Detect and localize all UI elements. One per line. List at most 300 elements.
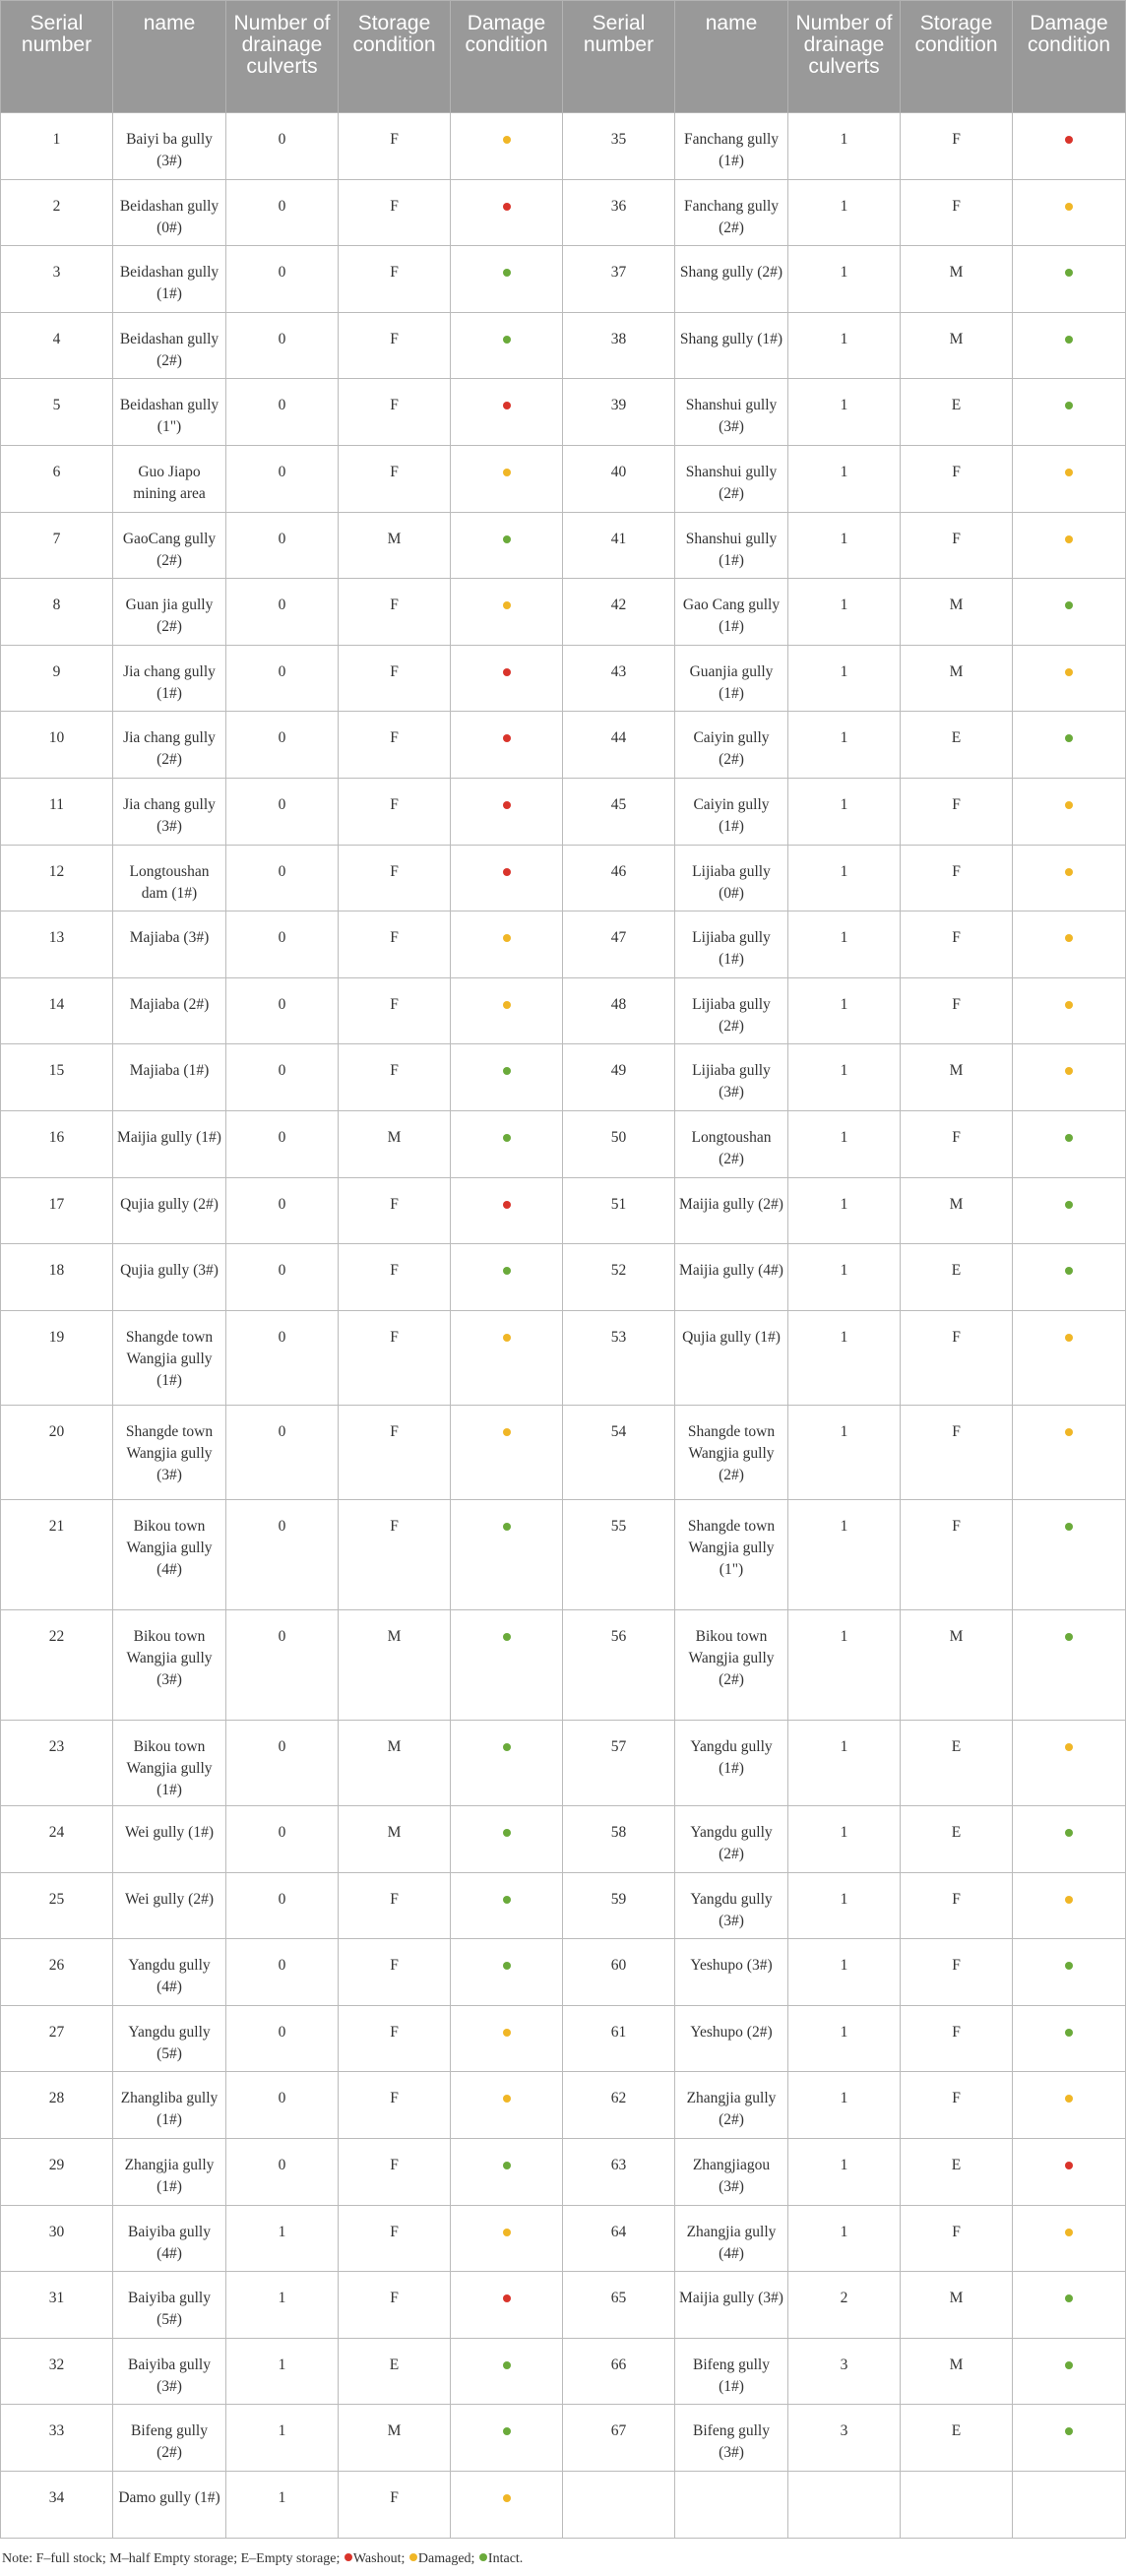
cell-storage: F — [339, 1405, 451, 1499]
damaged-status-dot — [1065, 2095, 1073, 2103]
cell-damage — [451, 1720, 563, 1805]
cell-culverts: 0 — [226, 1872, 339, 1939]
cell-storage: E — [901, 2405, 1013, 2472]
cell-damage — [1013, 2139, 1126, 2206]
cell-damage — [1013, 2005, 1126, 2072]
cell-name: Fanchang gully (2#) — [675, 179, 788, 246]
cell-culverts: 1 — [226, 2472, 339, 2539]
cell-serial: 43 — [563, 645, 675, 712]
cell-name: Lijiaba gully (1#) — [675, 911, 788, 978]
cell-storage: M — [901, 246, 1013, 313]
cell-name: Bifeng gully (2#) — [113, 2405, 226, 2472]
cell-storage: F — [339, 645, 451, 712]
cell-serial: 15 — [1, 1044, 113, 1111]
cell-serial: 18 — [1, 1244, 113, 1311]
cell-storage: M — [901, 579, 1013, 646]
cell-culverts: 0 — [226, 712, 339, 779]
damaged-status-dot — [503, 2029, 511, 2037]
cell-name: Baiyiba gully (5#) — [113, 2272, 226, 2339]
cell-culverts: 0 — [226, 312, 339, 379]
cell-damage — [451, 2405, 563, 2472]
cell-name: Bikou town Wangjia gully (1#) — [113, 1720, 226, 1805]
intact-status-dot — [1065, 2294, 1073, 2302]
intact-status-dot — [503, 2427, 511, 2435]
table-row — [1, 1244, 1126, 1311]
cell-culverts: 1 — [788, 1609, 901, 1720]
cell-serial: 47 — [563, 911, 675, 978]
cell-name: Lijiaba gully (3#) — [675, 1044, 788, 1111]
cell-storage: F — [901, 179, 1013, 246]
damaged-status-dot — [1065, 203, 1073, 211]
cell-serial: 27 — [1, 2005, 113, 2072]
cell-storage: F — [339, 1177, 451, 1244]
table-row — [1, 1939, 1126, 2006]
cell-name: Zhangliba gully (1#) — [113, 2072, 226, 2139]
intact-status-dot — [1065, 1829, 1073, 1837]
header-row — [1, 1, 1126, 113]
intact-status-dot — [503, 1896, 511, 1904]
cell-storage: F — [339, 579, 451, 646]
cell-serial: 44 — [563, 712, 675, 779]
cell-serial: 14 — [1, 977, 113, 1044]
intact-status-dot — [503, 2162, 511, 2169]
cell-storage: F — [339, 2005, 451, 2072]
cell-serial: 23 — [1, 1720, 113, 1805]
damaged-status-dot — [503, 1001, 511, 1009]
damaged-status-dot — [1065, 1001, 1073, 1009]
table-row — [1, 445, 1126, 512]
damaged-status-dot — [503, 934, 511, 942]
cell-name: Baiyiba gully (4#) — [113, 2205, 226, 2272]
intact-status-dot — [503, 1962, 511, 1970]
header-storage-condition: Storage condition — [901, 1, 1013, 113]
cell-damage — [1013, 512, 1126, 579]
cell-serial: 66 — [563, 2338, 675, 2405]
cell-culverts: 1 — [788, 778, 901, 845]
washout-status-dot — [1065, 2162, 1073, 2169]
empty-cell — [675, 2472, 788, 2539]
cell-storage: M — [901, 2338, 1013, 2405]
intact-status-dot — [503, 535, 511, 543]
cell-storage: E — [901, 712, 1013, 779]
washout-status-dot — [503, 734, 511, 742]
damaged-status-dot — [503, 601, 511, 609]
damaged-status-dot — [1065, 2229, 1073, 2236]
cell-serial: 32 — [1, 2338, 113, 2405]
cell-culverts: 3 — [788, 2405, 901, 2472]
cell-name: Baiyiba gully (3#) — [113, 2338, 226, 2405]
damaged-status-dot — [1065, 868, 1073, 876]
cell-storage: F — [901, 1310, 1013, 1405]
table-row — [1, 845, 1126, 911]
table-row — [1, 778, 1126, 845]
cell-serial: 39 — [563, 379, 675, 446]
cell-damage — [451, 1405, 563, 1499]
cell-serial: 10 — [1, 712, 113, 779]
cell-culverts: 1 — [788, 1805, 901, 1872]
cell-serial: 65 — [563, 2272, 675, 2339]
cell-storage: F — [901, 778, 1013, 845]
table-row — [1, 1609, 1126, 1720]
washout-legend-dot — [344, 2553, 352, 2561]
cell-name: Gao Cang gully (1#) — [675, 579, 788, 646]
empty-cell — [788, 2472, 901, 2539]
cell-culverts: 1 — [788, 2072, 901, 2139]
cell-culverts: 1 — [788, 2205, 901, 2272]
cell-serial: 63 — [563, 2139, 675, 2206]
cell-serial: 55 — [563, 1499, 675, 1609]
cell-damage — [1013, 2405, 1126, 2472]
cell-culverts: 1 — [788, 2005, 901, 2072]
empty-cell — [563, 2472, 675, 2539]
cell-damage — [451, 712, 563, 779]
cell-damage — [1013, 246, 1126, 313]
cell-serial: 40 — [563, 445, 675, 512]
cell-damage — [1013, 645, 1126, 712]
cell-damage — [451, 645, 563, 712]
cell-damage — [451, 2005, 563, 2072]
cell-storage: F — [339, 2272, 451, 2339]
cell-damage — [451, 1310, 563, 1405]
cell-culverts: 0 — [226, 179, 339, 246]
damaged-status-dot — [1065, 1743, 1073, 1751]
cell-serial: 59 — [563, 1872, 675, 1939]
cell-culverts: 0 — [226, 1939, 339, 2006]
cell-culverts: 1 — [788, 712, 901, 779]
cell-name: Yangdu gully (4#) — [113, 1939, 226, 2006]
cell-serial: 60 — [563, 1939, 675, 2006]
cell-damage — [451, 845, 563, 911]
cell-storage: F — [901, 1499, 1013, 1609]
cell-serial: 34 — [1, 2472, 113, 2539]
cell-damage — [451, 246, 563, 313]
cell-name: Qujia gully (3#) — [113, 1244, 226, 1311]
cell-name: GaoCang gully (2#) — [113, 512, 226, 579]
cell-storage: F — [339, 379, 451, 446]
cell-storage: F — [901, 445, 1013, 512]
cell-name: Bifeng gully (1#) — [675, 2338, 788, 2405]
cell-culverts: 0 — [226, 778, 339, 845]
cell-storage: M — [339, 512, 451, 579]
damaged-status-dot — [503, 2494, 511, 2502]
cell-damage — [451, 977, 563, 1044]
cell-serial: 58 — [563, 1805, 675, 1872]
table-row — [1, 2272, 1126, 2339]
cell-storage: F — [901, 977, 1013, 1044]
cell-storage: M — [339, 1805, 451, 1872]
cell-storage: E — [901, 1720, 1013, 1805]
cell-storage: E — [901, 2139, 1013, 2206]
table-row — [1, 2405, 1126, 2472]
cell-serial: 35 — [563, 113, 675, 180]
damaged-status-dot — [1065, 1067, 1073, 1075]
cell-damage — [451, 1499, 563, 1609]
cell-storage: M — [901, 645, 1013, 712]
cell-storage: F — [339, 1939, 451, 2006]
header-serial-number: Serial number — [563, 1, 675, 113]
cell-serial: 22 — [1, 1609, 113, 1720]
cell-serial: 16 — [1, 1110, 113, 1177]
cell-name: Maijia gully (4#) — [675, 1244, 788, 1311]
cell-storage: F — [901, 2005, 1013, 2072]
cell-culverts: 0 — [226, 1310, 339, 1405]
cell-culverts: 1 — [226, 2272, 339, 2339]
cell-name: Shanshui gully (3#) — [675, 379, 788, 446]
cell-name: Bikou town Wangjia gully (4#) — [113, 1499, 226, 1609]
cell-culverts: 1 — [788, 1499, 901, 1609]
cell-culverts: 0 — [226, 246, 339, 313]
cell-storage: M — [901, 312, 1013, 379]
cell-damage — [1013, 1244, 1126, 1311]
cell-name: Wei gully (1#) — [113, 1805, 226, 1872]
cell-damage — [451, 1609, 563, 1720]
cell-serial: 50 — [563, 1110, 675, 1177]
table-row — [1, 1720, 1126, 1805]
cell-serial: 3 — [1, 246, 113, 313]
damaged-status-dot — [1065, 1334, 1073, 1342]
cell-name: Wei gully (2#) — [113, 1872, 226, 1939]
cell-serial: 38 — [563, 312, 675, 379]
cell-culverts: 0 — [226, 1044, 339, 1111]
cell-damage — [451, 1110, 563, 1177]
damaged-status-dot — [503, 1334, 511, 1342]
intact-status-dot — [503, 1067, 511, 1075]
table-row — [1, 179, 1126, 246]
cell-name: Zhangjiagou (3#) — [675, 2139, 788, 2206]
cell-name: Zhangjia gully (1#) — [113, 2139, 226, 2206]
cell-culverts: 0 — [226, 2005, 339, 2072]
cell-name: Guo Jiapo mining area — [113, 445, 226, 512]
intact-status-dot — [503, 2361, 511, 2369]
cell-culverts: 0 — [226, 1110, 339, 1177]
cell-name: Caiyin gully (1#) — [675, 778, 788, 845]
cell-name: Baiyi ba gully (3#) — [113, 113, 226, 180]
cell-damage — [1013, 1405, 1126, 1499]
note-damaged: Damaged; — [417, 2551, 475, 2566]
cell-serial: 24 — [1, 1805, 113, 1872]
empty-cell — [1013, 2472, 1126, 2539]
cell-name: Beidashan gully (0#) — [113, 179, 226, 246]
intact-status-dot — [503, 1134, 511, 1142]
table-body — [1, 113, 1126, 2539]
cell-culverts: 0 — [226, 379, 339, 446]
cell-damage — [451, 1244, 563, 1311]
table-row — [1, 1405, 1126, 1499]
cell-name: Shangde town Wangjia gully (1#) — [113, 1310, 226, 1405]
intact-status-dot — [503, 1267, 511, 1275]
cell-name: Beidashan gully (1#) — [113, 246, 226, 313]
cell-storage: F — [339, 1872, 451, 1939]
cell-culverts: 1 — [788, 579, 901, 646]
cell-storage: F — [901, 113, 1013, 180]
cell-damage — [1013, 1805, 1126, 1872]
cell-damage — [451, 1177, 563, 1244]
cell-damage — [451, 2139, 563, 2206]
cell-serial: 48 — [563, 977, 675, 1044]
cell-name: Maijia gully (2#) — [675, 1177, 788, 1244]
cell-culverts: 0 — [226, 1499, 339, 1609]
cell-name: Zhangjia gully (2#) — [675, 2072, 788, 2139]
header-drainage-culverts: Number of drainage culverts — [226, 1, 339, 113]
cell-name: Majiaba (3#) — [113, 911, 226, 978]
cell-storage: M — [339, 1609, 451, 1720]
cell-name: Shanshui gully (2#) — [675, 445, 788, 512]
cell-culverts: 1 — [788, 1872, 901, 1939]
damaged-status-dot — [1065, 1428, 1073, 1436]
cell-culverts: 0 — [226, 1177, 339, 1244]
cell-storage: F — [339, 1244, 451, 1311]
intact-status-dot — [1065, 2361, 1073, 2369]
cell-culverts: 1 — [226, 2405, 339, 2472]
cell-serial: 45 — [563, 778, 675, 845]
damaged-status-dot — [503, 1428, 511, 1436]
cell-serial: 31 — [1, 2272, 113, 2339]
cell-damage — [451, 179, 563, 246]
intact-status-dot — [1065, 402, 1073, 409]
table-row — [1, 312, 1126, 379]
cell-storage: E — [339, 2338, 451, 2405]
cell-culverts: 0 — [226, 1405, 339, 1499]
table-row — [1, 1499, 1126, 1609]
cell-culverts: 0 — [226, 645, 339, 712]
cell-name: Shang gully (1#) — [675, 312, 788, 379]
cell-damage — [451, 2205, 563, 2272]
cell-name: Jia chang gully (1#) — [113, 645, 226, 712]
intact-status-dot — [1065, 601, 1073, 609]
washout-status-dot — [503, 402, 511, 409]
table-row — [1, 2472, 1126, 2539]
damaged-status-dot — [503, 2095, 511, 2103]
table-row — [1, 379, 1126, 446]
cell-storage: M — [901, 1044, 1013, 1111]
cell-storage: F — [339, 712, 451, 779]
cell-damage — [1013, 977, 1126, 1044]
washout-status-dot — [503, 203, 511, 211]
cell-culverts: 0 — [226, 445, 339, 512]
cell-damage — [451, 1939, 563, 2006]
intact-status-dot — [1065, 336, 1073, 344]
cell-culverts: 0 — [226, 845, 339, 911]
washout-status-dot — [503, 1201, 511, 1209]
cell-storage: F — [339, 312, 451, 379]
cell-culverts: 1 — [788, 1405, 901, 1499]
washout-status-dot — [503, 668, 511, 676]
cell-storage: F — [901, 512, 1013, 579]
cell-damage — [1013, 579, 1126, 646]
cell-serial: 67 — [563, 2405, 675, 2472]
cell-name: Yangdu gully (3#) — [675, 1872, 788, 1939]
table-row — [1, 2072, 1126, 2139]
cell-storage: F — [901, 1110, 1013, 1177]
cell-storage: F — [901, 845, 1013, 911]
note-washout: Washout; — [352, 2551, 406, 2566]
cell-culverts: 1 — [788, 445, 901, 512]
cell-serial: 30 — [1, 2205, 113, 2272]
cell-serial: 54 — [563, 1405, 675, 1499]
cell-damage — [451, 911, 563, 978]
header-drainage-culverts: Number of drainage culverts — [788, 1, 901, 113]
table-row — [1, 2205, 1126, 2272]
cell-name: Majiaba (1#) — [113, 1044, 226, 1111]
header-serial-number: Serial number — [1, 1, 113, 113]
cell-storage: M — [901, 2272, 1013, 2339]
intact-status-dot — [1065, 2029, 1073, 2037]
cell-name: Jia chang gully (2#) — [113, 712, 226, 779]
intact-status-dot — [503, 1829, 511, 1837]
cell-name: Yeshupo (2#) — [675, 2005, 788, 2072]
cell-damage — [1013, 2272, 1126, 2339]
cell-name: Maijia gully (3#) — [675, 2272, 788, 2339]
cell-damage — [451, 778, 563, 845]
table-row — [1, 911, 1126, 978]
cell-culverts: 1 — [788, 1244, 901, 1311]
intact-status-dot — [1065, 269, 1073, 277]
intact-status-dot — [1065, 2427, 1073, 2435]
cell-name: Jia chang gully (3#) — [113, 778, 226, 845]
damaged-legend-dot — [409, 2553, 417, 2561]
intact-status-dot — [503, 269, 511, 277]
header-storage-condition: Storage condition — [339, 1, 451, 113]
cell-culverts: 0 — [226, 1244, 339, 1311]
cell-name: Qujia gully (2#) — [113, 1177, 226, 1244]
table-row — [1, 645, 1126, 712]
table-note — [2, 2551, 523, 2567]
washout-status-dot — [503, 801, 511, 809]
cell-damage — [1013, 2205, 1126, 2272]
cell-serial: 51 — [563, 1177, 675, 1244]
cell-culverts: 1 — [788, 113, 901, 180]
table-row — [1, 1805, 1126, 1872]
cell-storage: M — [339, 1720, 451, 1805]
intact-status-dot — [1065, 1134, 1073, 1142]
damaged-status-dot — [503, 469, 511, 476]
cell-name: Zhangjia gully (4#) — [675, 2205, 788, 2272]
cell-name: Bikou town Wangjia gully (3#) — [113, 1609, 226, 1720]
damaged-status-dot — [1065, 668, 1073, 676]
cell-storage: F — [901, 911, 1013, 978]
cell-serial: 64 — [563, 2205, 675, 2272]
washout-status-dot — [503, 868, 511, 876]
cell-culverts: 1 — [788, 645, 901, 712]
cell-serial: 36 — [563, 179, 675, 246]
table-row — [1, 1310, 1126, 1405]
cell-serial: 56 — [563, 1609, 675, 1720]
cell-storage: F — [339, 2472, 451, 2539]
washout-status-dot — [503, 2294, 511, 2302]
cell-damage — [1013, 2072, 1126, 2139]
intact-status-dot — [1065, 1523, 1073, 1531]
cell-name: Damo gully (1#) — [113, 2472, 226, 2539]
cell-serial: 46 — [563, 845, 675, 911]
cell-name: Bikou town Wangjia gully (2#) — [675, 1609, 788, 1720]
cell-storage: F — [339, 2139, 451, 2206]
cell-serial: 33 — [1, 2405, 113, 2472]
cell-culverts: 1 — [788, 179, 901, 246]
cell-damage — [451, 579, 563, 646]
cell-serial: 42 — [563, 579, 675, 646]
cell-name: Yangdu gully (5#) — [113, 2005, 226, 2072]
cell-storage: F — [901, 2205, 1013, 2272]
cell-damage — [451, 2272, 563, 2339]
cell-serial: 62 — [563, 2072, 675, 2139]
cell-serial: 1 — [1, 113, 113, 180]
cell-damage — [451, 312, 563, 379]
cell-culverts: 1 — [788, 977, 901, 1044]
cell-serial: 21 — [1, 1499, 113, 1609]
header-damage-condition: Damage condition — [1013, 1, 1126, 113]
cell-serial: 5 — [1, 379, 113, 446]
cell-storage: M — [339, 2405, 451, 2472]
